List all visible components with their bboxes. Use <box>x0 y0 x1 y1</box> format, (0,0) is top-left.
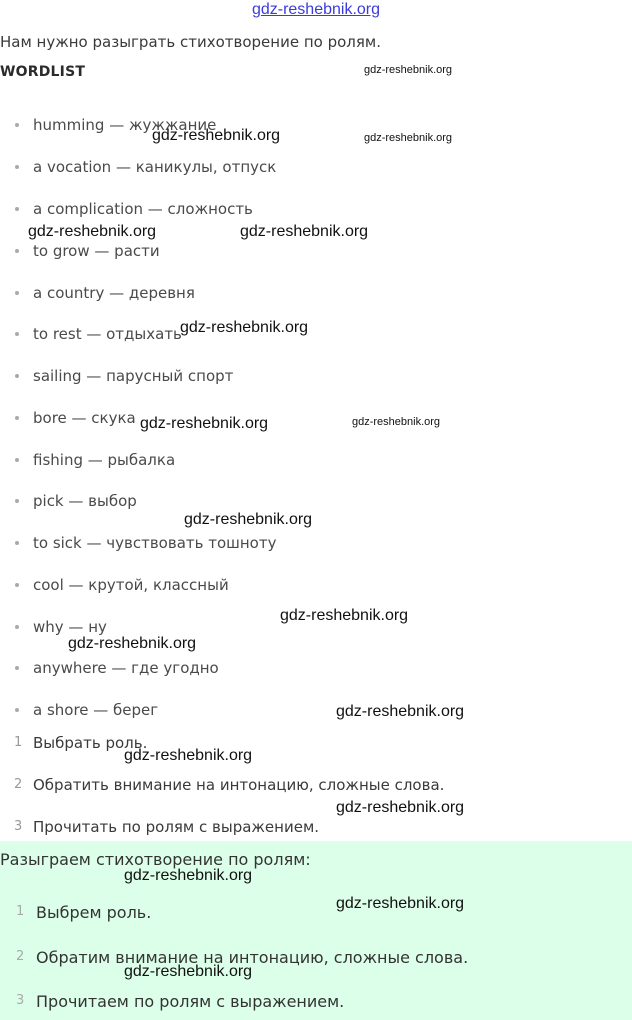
wordlist-entry: bore — скука <box>33 409 136 427</box>
wordlist-entry: to grow — расти <box>33 242 160 260</box>
watermark: gdz-reshebnik.org <box>364 64 453 76</box>
answer-step-text: Выбрем роль. <box>36 903 152 922</box>
bullet-icon <box>15 666 19 670</box>
answer-step <box>0 992 632 1014</box>
wordlist-entry: why — ну <box>33 618 107 636</box>
watermark: gdz-reshebnik.org <box>68 635 197 652</box>
step-number: 3 <box>14 819 23 834</box>
answer-step-number: 2 <box>16 949 25 964</box>
wordlist-entry: a vocation — каникулы, отпуск <box>33 158 277 176</box>
step-number: 2 <box>14 777 23 792</box>
step-text: Выбрать роль. <box>33 734 148 752</box>
wordlist-entry: to sick — чувствовать тошноту <box>33 534 277 552</box>
watermark: gdz-reshebnik.org <box>152 127 281 144</box>
wordlist-entry: anywhere — где угодно <box>33 659 219 677</box>
bullet-icon <box>15 416 19 420</box>
watermark: gdz-reshebnik.org <box>180 319 309 336</box>
wordlist-entry: a shore — берег <box>33 701 159 719</box>
answer-step-number: 3 <box>16 993 25 1008</box>
wordlist-heading: WORDLIST <box>0 64 86 80</box>
wordlist-entry: a country — деревня <box>33 284 195 302</box>
wordlist-entry: sailing — парусный спорт <box>33 367 234 385</box>
wordlist-entry: pick — выбор <box>33 492 137 510</box>
step-number: 1 <box>14 735 23 750</box>
bullet-icon <box>15 249 19 253</box>
watermark: gdz-reshebnik.org <box>140 415 269 432</box>
watermark: gdz-reshebnik.org <box>364 132 453 144</box>
watermark: gdz-reshebnik.org <box>280 607 409 624</box>
watermark: gdz-reshebnik.org <box>124 963 253 980</box>
bullet-icon <box>15 708 19 712</box>
watermark: gdz-reshebnik.org <box>124 867 253 884</box>
wordlist-entry: humming — жужжание <box>33 116 217 134</box>
step-text: Обратить внимание на интонацию, сложные слова. <box>33 776 445 794</box>
wordlist-entry: to rest — отдыхать <box>33 325 182 343</box>
answer-box <box>0 841 632 1020</box>
watermark: gdz-reshebnik.org <box>336 895 465 912</box>
bullet-icon <box>15 291 19 295</box>
watermark: gdz-reshebnik.org <box>352 416 441 428</box>
bullet-icon <box>15 458 19 462</box>
wordlist-entry: a complication — сложность <box>33 200 253 218</box>
watermark: gdz-reshebnik.org <box>336 703 465 720</box>
step-text: Прочитать по ролям с выражением. <box>33 818 320 836</box>
wordlist-entry: cool — крутой, классный <box>33 576 229 594</box>
answer-step-number: 1 <box>16 904 25 919</box>
answer-step <box>0 903 632 925</box>
bullet-icon <box>15 332 19 336</box>
bullet-icon <box>15 123 19 127</box>
bullet-icon <box>15 583 19 587</box>
bullet-icon <box>15 165 19 169</box>
watermark: gdz-reshebnik.org <box>336 799 465 816</box>
watermark: gdz-reshebnik.org <box>240 223 369 240</box>
watermark: gdz-reshebnik.org <box>184 511 313 528</box>
site-link[interactable]: gdz-reshebnik.org <box>251 1 381 18</box>
answer-step-text: Обратим внимание на интонацию, сложные слова. <box>36 948 469 967</box>
bullet-icon <box>15 499 19 503</box>
bullet-icon <box>15 541 19 545</box>
watermark: gdz-reshebnik.org <box>124 747 253 764</box>
watermark: gdz-reshebnik.org <box>28 223 157 240</box>
wordlist-entry: fishing — рыбалка <box>33 451 176 469</box>
bullet-icon <box>15 207 19 211</box>
bullet-icon <box>15 374 19 378</box>
answer-step <box>0 948 632 970</box>
answer-step-text: Прочитаем по ролям с выражением. <box>36 992 345 1011</box>
intro-text: Нам нужно разыграть стихотворение по ролям. <box>0 33 381 51</box>
answer-title: Разыграем стихотворение по ролям: <box>0 850 311 869</box>
bullet-icon <box>15 625 19 629</box>
